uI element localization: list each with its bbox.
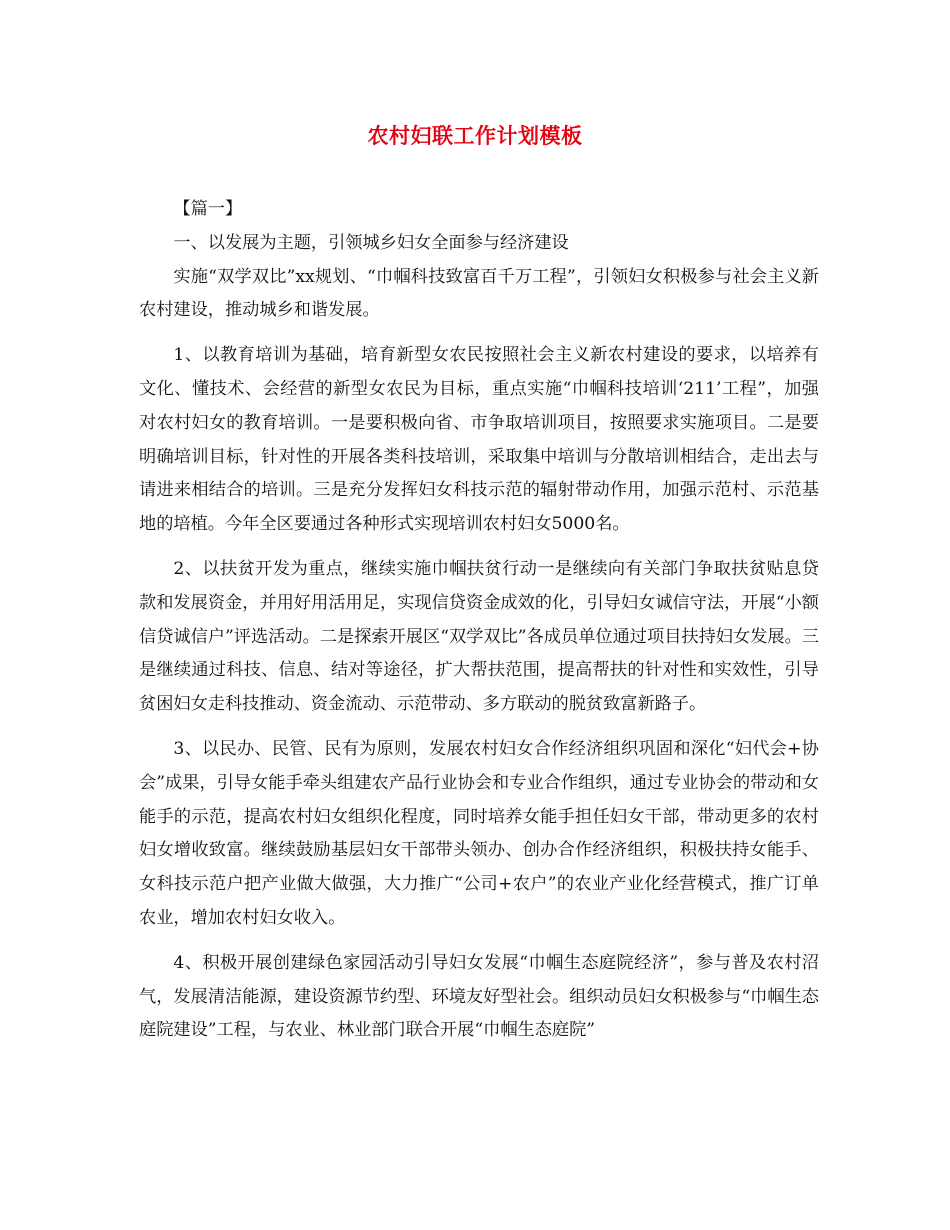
section-heading: 【篇一】	[173, 199, 243, 219]
document-body	[139, 193, 819, 1048]
paragraph: 4、积极开展创建绿色家园活动引导妇女发展“巾帼生态庭院经济”，参与普及农村沼气，发展清洁能源，建设资源节约型、环境友好型社会。组织动员妇女积极参与“巾帼生态庭院建设”工程，与农业、林业部门联合开展“巾帼生态庭院”	[139, 952, 819, 1041]
paragraph: 2、以扶贫开发为重点，继续实施巾帼扶贫行动一是继续向有关部门争取扶贫贴息贷款和发展资金，并用好用活用足，实现信贷资金成效的化，引导妇女诚信守法，开展“小额信贷诚信户”评选活动。二是探索开展区“双学双比”各成员单位通过项目扶持妇女发展。三是继续通过科技、信息、结对等途径，扩大帮扶范围，提高帮扶的针对性和实效性，引导贫困妇女走科技推动、资金流动、示范带动、多方联动的脱贫致富新路子。	[139, 558, 819, 715]
paragraph: 3、以民办、民管、民有为原则，发展农村妇女合作经济组织巩固和深化“妇代会+协会”成果，引导女能手牵头组建农产品行业协会和专业合作组织，通过专业协会的带动和女能手的示范，提高农村妇女组织化程度，同时培养女能手担任妇女干部，带动更多的农村妇女增收致富。继续鼓励基层妇女干部带头领办、创办合作经济组织，积极扶持女能手、女科技示范户把产业做大做强，大力推广“公司+农户”的农业产业化经营模式，推广订单农业，增加农村妇女收入。	[139, 738, 819, 928]
paragraph: 1、以教育培训为基础，培育新型女农民按照社会主义新农村建设的要求，以培养有文化、懂技术、会经营的新型女农民为目标，重点实施“巾帼科技培训‘211’工程”，加强对农村妇女的教育培训。一是要积极向省、市争取培训项目，按照要求实施项目。二是要明确培训目标，针对性的开展各类科技培训，采取集中培训与分散培训相结合，走出去与请进来相结合的培训。三是充分发挥妇女科技示范的辐射带动作用，加强示范村、示范基地的培植。今年全区要通过各种形式实现培训农村妇女5000名。	[139, 345, 819, 535]
paragraph: 一、以发展为主题，引领城乡妇女全面参与经济建设	[173, 232, 569, 253]
paragraph: 实施“双学双比”xx规划、“巾帼科技致富百千万工程”，引领妇女积极参与社会主义新农村建设，推动城乡和谐发展。	[139, 266, 819, 321]
document-title: 农村妇联工作计划模板	[367, 124, 583, 148]
